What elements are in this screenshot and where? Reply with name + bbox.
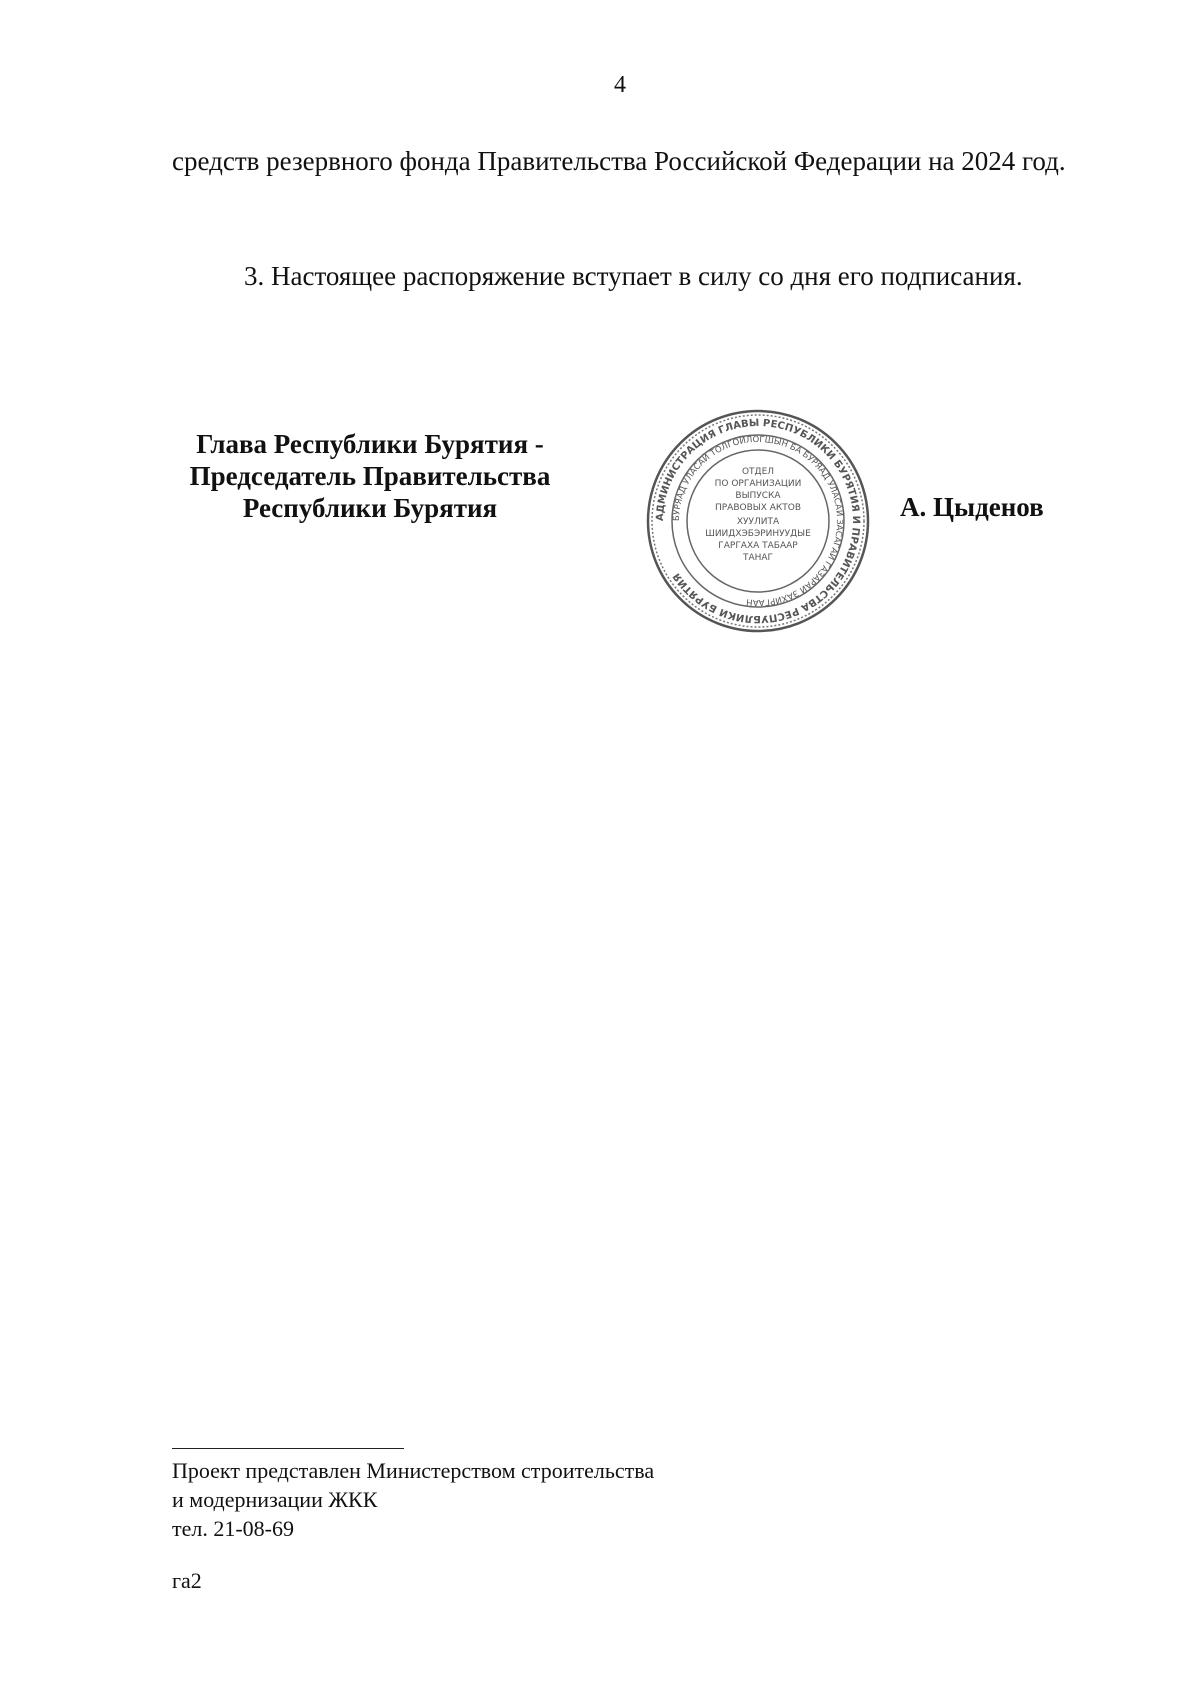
- svg-text:ШИИДХЭБЭРИНУУДЫЕ: ШИИДХЭБЭРИНУУДЫЕ: [705, 529, 811, 539]
- paragraph-effective-date: 3. Настоящее распоряжение вступает в силу со дня его подписания.: [244, 261, 1023, 291]
- page-number: 4: [614, 72, 626, 98]
- svg-text:ПРАВОВЫХ АКТОВ: ПРАВОВЫХ АКТОВ: [714, 503, 802, 513]
- svg-text:АДМИНИСТРАЦИЯ ГЛАВЫ РЕСПУБЛИКИ: АДМИНИСТРАЦИЯ ГЛАВЫ РЕСПУБЛИКИ БУРЯТИЯ И ПРАВИТЕЛЬСТВА РЕСПУБЛИКИ БУРЯТИЯ: [654, 417, 862, 625]
- svg-text:ОТДЕЛ: ОТДЕЛ: [741, 467, 775, 477]
- footnote-divider: [172, 1448, 404, 1449]
- footnote-line-2: и модернизации ЖКК: [172, 1487, 378, 1512]
- svg-text:ПО ОРГАНИЗАЦИИ: ПО ОРГАНИЗАЦИИ: [714, 479, 802, 489]
- signatory-name: А. Цыденов: [900, 492, 1044, 522]
- footnote-phone: тел. 21-08-69: [172, 1516, 295, 1541]
- svg-text:ВЫПУСКА: ВЫПУСКА: [735, 491, 781, 501]
- signatory-title-line-3: Республики Бурятия: [242, 493, 498, 523]
- svg-text:БУРЯАД УЛАСАЙ ТОЛГОЙЛОГШЫН БА: БУРЯАД УЛАСАЙ ТОЛГОЙЛОГШЫН БА БУРЯАД УЛАСАЙ ЗАСАГАЙ ГАЗАРАЙ ЗАХИРГААН: [671, 434, 845, 608]
- document-code: га2: [172, 1568, 202, 1593]
- svg-text:ТАНАГ: ТАНАГ: [742, 553, 774, 563]
- signatory-title-line-1: Глава Республики Бурятия -: [196, 429, 544, 459]
- footnote: [172, 1456, 654, 1543]
- paragraph-continuation: средств резервного фонда Правительства Российской Федерации на 2024 год.: [172, 146, 1066, 176]
- signatory-title-line-2: Председатель Правительства: [189, 461, 551, 491]
- signatory-title: [160, 428, 580, 524]
- svg-text:ГАРГАХА ТАБААР: ГАРГАХА ТАБААР: [718, 541, 798, 551]
- footnote-line-1: Проект представлен Министерством строительства: [172, 1458, 655, 1483]
- svg-text:ХУУЛИТА: ХУУЛИТА: [736, 517, 780, 527]
- official-seal-icon: [645, 408, 871, 634]
